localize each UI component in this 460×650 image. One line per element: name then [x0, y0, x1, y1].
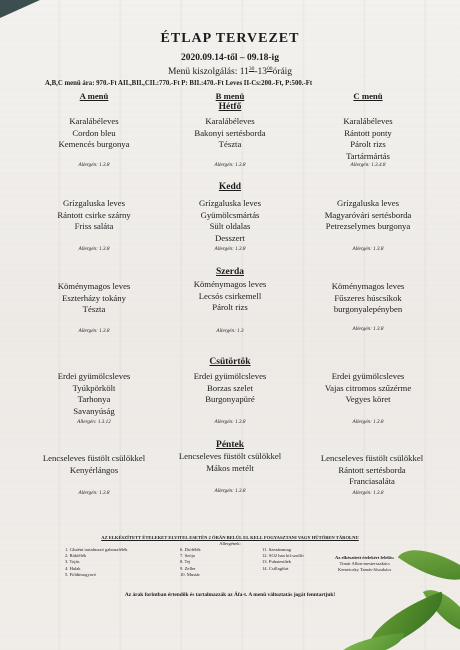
- day-monday: Hétfő: [218, 102, 242, 112]
- dish: Vegyes köret: [345, 394, 391, 404]
- thursday-menu-a: [30, 371, 158, 417]
- day-thursday: Csütörtök: [209, 357, 251, 367]
- allergen-note: Allergén: 1.3.8: [352, 419, 384, 425]
- allergen-note: Allergén: 1.3.12: [77, 419, 111, 425]
- allergen-item: 5. Földimogyoró: [65, 571, 96, 577]
- dish: Cordon bleu: [72, 127, 116, 138]
- dish: Petrezselymes burgonya: [325, 221, 411, 231]
- menu-a-heading: A menü: [79, 91, 109, 101]
- allergen-note: Allergén: 1.3: [216, 328, 244, 334]
- dish: Lencseleves füstölt csülökkel: [178, 451, 282, 461]
- allergen-note: Allergén: 1.3.8: [78, 490, 110, 496]
- friday-menu-c: [296, 453, 448, 488]
- price-line: A,B,C menü ára: 970.-Ft AII.,BII.,CII.:770.-Ft P: BII.:470.-Ft Leves II-Cs:200.-Ft, P:500.-Ft: [45, 80, 313, 87]
- friday-menu-a: [18, 453, 170, 476]
- dish: Grízgaluska leves: [337, 198, 399, 208]
- allergen-note: Allergén: 1.3.8: [214, 246, 246, 252]
- allergen-item: 7. Szója: [180, 553, 195, 559]
- leaf-decoration: [334, 633, 406, 650]
- dish: Köménymagos leves: [331, 281, 405, 291]
- allergen-item: 1. Glutént tartalmazó gabonafélék: [65, 547, 128, 552]
- dish: Erdei gyümölcsleves: [57, 371, 131, 381]
- allergen-column: [262, 547, 304, 572]
- dish: Sült oldalas: [209, 221, 251, 231]
- date-range: 2020.09.14-től – 09.18-ig: [181, 53, 279, 63]
- dish: Borzas szelet: [206, 382, 254, 393]
- dish: Kenyérlángos: [69, 464, 119, 475]
- dish: Bakonyi sertésborda: [194, 127, 266, 138]
- allergen-note: Allergén: 1.3.8: [78, 328, 110, 334]
- day-tuesday: Kedd: [218, 182, 242, 192]
- allergen-item: 4. Halak: [65, 565, 81, 571]
- menu-b-heading: B menü: [215, 91, 245, 101]
- dish: Kemencés burgonya: [58, 139, 130, 149]
- dish: Savanyúság: [73, 405, 115, 416]
- thursday-menu-b: [160, 371, 300, 406]
- day-wednesday: Szerda: [216, 267, 244, 277]
- dish: burgonyalepényben: [333, 304, 403, 314]
- wednesday-menu-c: [304, 281, 432, 316]
- dish: Magyaróvári sertésborda: [324, 209, 412, 220]
- dish: Tyúkpörkölt: [72, 382, 116, 393]
- dish: Köménymagos leves: [57, 281, 131, 291]
- allergen-column: [65, 547, 128, 578]
- dish: Tartármártás: [346, 150, 390, 161]
- serving-hours: Menü kiszolgálás: $11^{30}-13^{00}óráig$: [167, 66, 293, 78]
- tuesday-menu-c: [304, 198, 432, 233]
- allergen-item: 14. Csillagfürt: [262, 565, 289, 571]
- price-disclaimer: Az árak forintban értendők és tartalmazzák az Áfa-t. A menü változtatás jogát fenntartjuk!: [124, 592, 336, 598]
- allergen-item: 12. SO2 ban kif.szulfit: [262, 553, 304, 559]
- dish: Desszert: [215, 232, 245, 243]
- dish: Rántott sertésborda: [338, 464, 406, 475]
- dish: Fűszeres húscsíkok: [334, 292, 402, 303]
- allergen-note: Allergén: 1.3.8: [214, 162, 246, 168]
- allergen-note: Allergén: 1.3.4.8: [350, 162, 386, 168]
- dish: Tészta: [218, 139, 242, 149]
- wednesday-menu-a: [30, 281, 158, 316]
- page-title: ÉTLAP TERVEZET: [160, 31, 300, 46]
- dish: Gyümölcsmártás: [200, 209, 260, 220]
- storage-warning: AZ ELKÉSZÍTETT ÉTELEKET ELVITEL ESETÉN 2 ÓRÁN BELÜL EL KELL FOGYASZTANI VAGY HŰTŐBEN TÁROLNI!: [101, 535, 359, 540]
- allergen-list: [30, 547, 430, 583]
- dish: Lencseleves füstölt csülökkel: [320, 453, 424, 463]
- allergen-note: Allergén: 1.3.8: [214, 419, 246, 425]
- dish: Köménymagos leves: [193, 279, 267, 289]
- wednesday-menu-b: [160, 279, 300, 314]
- dish: Mákos metélt: [206, 462, 254, 473]
- allergen-column: [180, 547, 201, 578]
- dish: Grízgaluska leves: [199, 198, 261, 208]
- allergen-item: 2. Rákfélék: [65, 553, 87, 559]
- monday-menu-a: [30, 116, 158, 151]
- dish: Rántott csirke szárny: [57, 209, 131, 220]
- dish: Tészta: [82, 304, 106, 314]
- allergen-item: 9. Zeller: [180, 565, 196, 571]
- dish: Franciasaláta: [349, 476, 395, 486]
- chef-name: Kemeiczky Tamás-főszakács: [338, 567, 392, 573]
- allergen-note: Allergén: 1.3.8: [352, 246, 384, 252]
- thursday-menu-c: [304, 371, 432, 406]
- day-friday: Péntek: [216, 440, 244, 450]
- allergen-note: Allergén: 1.3.8: [352, 490, 384, 496]
- footer: [30, 535, 430, 583]
- dish: Eszterházy tokány: [62, 292, 126, 303]
- responsible-chefs: [335, 555, 394, 574]
- allergen-item: 10. Mustár: [180, 571, 200, 577]
- dish: Erdei gyümölcsleves: [331, 371, 405, 381]
- dish: Lecsós csirkemell: [198, 290, 262, 301]
- allergen-item: 13. Puhatestűek: [262, 559, 292, 565]
- friday-menu-b: [154, 451, 306, 474]
- monday-menu-b: [160, 116, 300, 151]
- allergen-note: Allergén: 1.3.8: [214, 488, 246, 494]
- allergen-item: 6. Diófélék: [180, 547, 201, 552]
- allergen-item: 3. Tojás: [65, 559, 80, 565]
- dish: Karalábéleves: [205, 116, 255, 126]
- corner-decoration: [0, 0, 40, 18]
- tuesday-menu-b: [160, 198, 300, 244]
- dish: Karalábéleves: [69, 116, 119, 126]
- tuesday-menu-a: [30, 198, 158, 233]
- dish: Erdei gyümölcsleves: [193, 371, 267, 381]
- dish: Grízgaluska leves: [63, 198, 125, 208]
- chef-name: Timár Albin-mesterszakács: [339, 561, 390, 567]
- dish: Rántott ponty: [344, 127, 392, 138]
- dish: Burgonyapüré: [205, 394, 255, 404]
- allergen-note: Allergén: 1.3.8: [78, 162, 110, 168]
- dish: Karalábéleves: [343, 116, 393, 126]
- dish: Friss saláta: [74, 221, 114, 231]
- responsible-heading: Az elkészített ételekért felelős:: [335, 555, 395, 560]
- dish: Párolt rizs: [350, 139, 386, 149]
- allergen-item: 8. Tej: [180, 559, 191, 565]
- allergen-list-label: Allergének:: [219, 541, 241, 546]
- menu-c-heading: C menü: [353, 91, 383, 101]
- dish: Vajas citromos szűzérme: [324, 382, 412, 393]
- dish: Tarhonya: [77, 394, 111, 404]
- allergen-note: Allergén: 1.3.8: [352, 326, 384, 332]
- dish: Párolt rizs: [212, 302, 248, 312]
- allergen-note: Allergén: 1.3.8: [78, 246, 110, 252]
- allergen-item: 11. Szezámmag: [262, 547, 291, 552]
- monday-menu-c: [304, 116, 432, 162]
- dish: Lencseleves füstölt csülökkel: [42, 453, 146, 463]
